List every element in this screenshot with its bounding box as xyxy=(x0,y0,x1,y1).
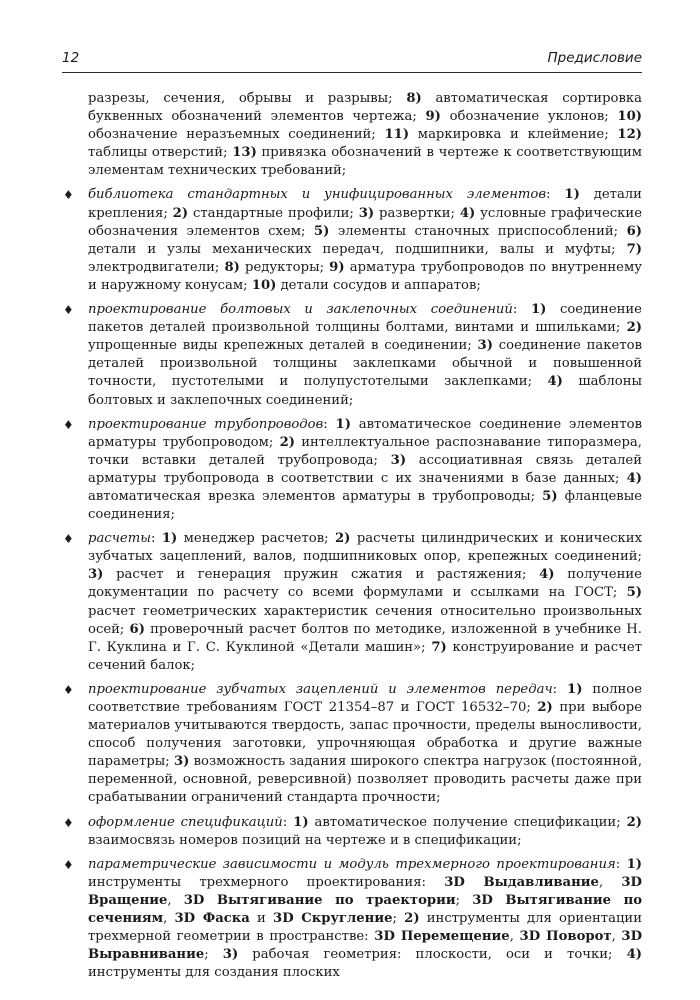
list-item xyxy=(62,530,642,675)
text-run: : xyxy=(150,531,162,547)
diamond-bullet-icon: ♦ xyxy=(63,188,74,203)
diamond-bullet-icon: ♦ xyxy=(63,682,74,697)
text-run: обозначение уклонов; xyxy=(440,109,618,125)
bold-run: 7) xyxy=(431,639,447,655)
bold-run: 2) xyxy=(279,434,295,450)
text-run: интеллектуальное распознавание типоразмера, точки вставки деталей трубопровода; xyxy=(88,434,642,468)
text-run: арматура трубопроводов по внутреннему и наружному конусам; xyxy=(88,259,642,293)
item-heading: библиотека стандартных и унифицированных элементов xyxy=(88,187,547,203)
bold-run: 9) xyxy=(425,109,441,125)
bold-run: 1) xyxy=(335,416,351,432)
item-heading: оформление спецификаций xyxy=(88,814,283,830)
text-run: , xyxy=(598,874,622,890)
text-run: проверочный расчет болтов по методике, изложенной в учебнике Н. Г. Куклина и Г. С. Куклиной «Детали машин»; xyxy=(88,621,642,655)
bold-run: 12) xyxy=(617,127,642,143)
item-heading: проектирование зубчатых зацеплений и элементов передач xyxy=(88,681,553,697)
text-run: : xyxy=(615,856,627,872)
text-run: развертки; xyxy=(374,205,460,221)
text-run: автоматическая врезка элементов арматуры в трубопроводы; xyxy=(88,488,543,504)
diamond-bullet-icon: ♦ xyxy=(63,857,74,872)
bold-run: 6) xyxy=(129,621,145,637)
text-run: автоматическое получение спецификации; xyxy=(308,814,627,830)
text-run: автоматическая сортировка буквенных обозначений элементов чертежа; xyxy=(88,91,642,125)
bold-run: 9) xyxy=(329,259,345,275)
bold-run: 3) xyxy=(390,452,407,468)
bold-run: 1) xyxy=(293,814,309,830)
bold-run: 3) xyxy=(88,567,104,583)
feature-list xyxy=(62,186,642,982)
text-run: разрезы, сечения, обрывы и разрывы; xyxy=(88,91,407,106)
text-run: при выборе материалов учитываются твердость, запас прочности, пределы выносливости, способ получения заготовки, упрочняющая обработка и другие важные параметры; xyxy=(88,700,643,770)
text-run: элементы станочных приспособлений; xyxy=(329,223,627,239)
bold-run: 3D Вытягивание по траектории xyxy=(183,892,456,908)
bold-run: 2) xyxy=(404,911,420,927)
text-run: упрощенные виды крепежных деталей в соединении; xyxy=(88,338,478,354)
text-run: : xyxy=(546,187,565,203)
text-run: инструменты для ориентации трехмерной геометрии в пространстве: xyxy=(88,911,643,945)
item-heading: проектирование трубопроводов xyxy=(88,416,324,432)
bold-run: 2) xyxy=(537,700,553,715)
text-run: расчет и генерация пружин сжатия и растяжения; xyxy=(103,567,540,583)
text-run: , xyxy=(167,892,184,908)
diamond-bullet-icon: ♦ xyxy=(63,303,74,318)
list-item xyxy=(62,681,642,808)
diamond-bullet-icon: ♦ xyxy=(63,417,74,432)
bold-run: 1) xyxy=(567,681,583,697)
bold-run: 2) xyxy=(335,531,351,547)
text-run: маркировка и клеймение; xyxy=(409,127,618,143)
list-item xyxy=(62,301,642,410)
bold-run: 13) xyxy=(232,145,257,161)
bold-run: 4) xyxy=(539,567,555,583)
bold-run: 6) xyxy=(626,223,642,239)
bold-run: 4) xyxy=(547,374,563,390)
bold-run: 5) xyxy=(626,585,642,601)
bold-run: 4) xyxy=(626,470,642,486)
text-run: расчет геометрических характеристик сечения относительно произвольных осей; xyxy=(88,603,642,637)
page-body xyxy=(62,90,642,988)
text-run: ассоциативная связь деталей арматуры трубопровода в соответствии с их значениями в базе данных; xyxy=(88,452,642,486)
text-run: условные графические обозначения элементов схем; xyxy=(88,205,643,239)
text-run: автоматическое соединение элементов арматуры трубопроводом; xyxy=(88,416,643,450)
continued-paragraph xyxy=(88,90,642,180)
text-run: , xyxy=(163,911,175,927)
list-item xyxy=(62,416,642,525)
text-run: стандартные профили; xyxy=(188,205,359,221)
bold-run: 5) xyxy=(313,223,330,239)
bold-run: 11) xyxy=(384,127,410,143)
bold-run: 3D Поворот xyxy=(519,929,612,945)
bold-run: 3) xyxy=(358,205,375,221)
text-run: : xyxy=(552,681,568,697)
bold-run: 5) xyxy=(542,488,558,504)
bold-run: 1) xyxy=(564,187,580,203)
bold-run: 3) xyxy=(222,947,239,963)
bold-run: 4) xyxy=(626,947,642,963)
bold-run: 1) xyxy=(626,856,642,872)
text-run: детали и узлы механических передач, подшипники, валы и муфты; xyxy=(88,241,627,257)
text-run: : xyxy=(323,416,336,432)
text-run: расчеты цилиндрических и конических зубчатых зацеплений, валов, подшипниковых опор, крепежных соединений; xyxy=(88,531,643,565)
text-run: , xyxy=(611,929,622,945)
bold-run: 3) xyxy=(173,754,190,770)
diamond-bullet-icon: ♦ xyxy=(63,815,74,830)
text-run: таблицы отверстий; xyxy=(88,145,233,161)
bold-run: 3D Фаска xyxy=(174,911,250,927)
bold-run: 3D Вытягивание по сечениям xyxy=(88,892,643,927)
bold-run: 3D Скругление xyxy=(273,911,393,927)
text-run: инструменты трехмерного проектирования: xyxy=(88,874,445,890)
list-item xyxy=(62,856,642,983)
text-run: обозначение неразъемных соединений; xyxy=(88,127,385,143)
text-run: и xyxy=(249,911,274,927)
bold-run: 7) xyxy=(626,241,642,257)
text-run: соединение пакетов деталей произвольной толщины заклепками обычной и повышенной точности, пустотелыми и полупустотелыми заклепками; xyxy=(88,338,643,390)
bold-run: 1) xyxy=(530,302,547,318)
bold-run: 2) xyxy=(172,205,189,221)
diamond-bullet-icon: ♦ xyxy=(63,532,74,547)
text-run: ; xyxy=(455,892,473,908)
text-run: редукторы; xyxy=(239,259,330,275)
text-run: шаблоны болтовых и заклепочных соединений; xyxy=(88,374,642,408)
text-run: детали сосудов и аппаратов; xyxy=(276,277,481,293)
section-title: Предисловие xyxy=(547,50,642,66)
bold-run: 8) xyxy=(224,259,240,275)
text-run: получение документации по расчету со всеми формулами и ссылками на ГОСТ; xyxy=(88,567,642,601)
text-run: рабочая геометрия: плоскости, оси и точки; xyxy=(238,947,627,963)
text-run: фланцевые соединения; xyxy=(88,488,642,523)
text-run: детали крепления; xyxy=(88,187,642,221)
item-heading: проектирование болтовых и заклепочных соединений xyxy=(88,302,513,318)
text-run: инструменты для создания плоских xyxy=(88,965,340,981)
bold-run: 8) xyxy=(406,91,422,106)
list-item xyxy=(62,186,642,295)
text-run: возможность задания широкого спектра нагрузок (постоянной, переменной, основной, реверсивной) позволяет проводить расчеты даже при срабатывании ограничений стандарта прочности; xyxy=(88,754,643,806)
text-run: ; xyxy=(392,911,405,927)
text-run: конструирование и расчет сечений балок; xyxy=(88,639,643,673)
item-heading: параметрические зависимости и модуль трехмерного проектирования xyxy=(88,856,616,872)
text-run: : xyxy=(282,814,294,830)
text-run: электродвигатели; xyxy=(88,259,225,275)
bold-run: 3D Перемещение xyxy=(374,929,510,945)
bold-run: 1) xyxy=(161,531,178,547)
bold-run: 3D Вращение xyxy=(88,874,642,908)
bold-run: 4) xyxy=(459,205,476,221)
bold-run: 3) xyxy=(477,338,493,354)
bold-run: 2) xyxy=(626,320,642,336)
text-run: привязка обозначений в чертеже к соответствующим элементам технических требований; xyxy=(88,145,642,179)
text-run: : xyxy=(512,302,531,318)
text-run: , xyxy=(509,929,520,945)
text-run: соединение пакетов деталей произвольной толщины болтами, винтами и шпильками; xyxy=(88,302,642,336)
item-heading: расчеты xyxy=(88,531,151,547)
bold-run: 3D Выравнивание xyxy=(88,929,643,963)
text-run: ; xyxy=(204,947,223,963)
bold-run: 10) xyxy=(251,277,277,293)
bold-run: 2) xyxy=(626,814,642,830)
bold-run: 3D Выдавливание xyxy=(444,874,599,890)
text-run: полное соответствие требованиям ГОСТ 21354–87 и ГОСТ 16532–70; xyxy=(88,681,643,715)
running-header xyxy=(62,50,642,73)
text-run: взаимосвязь номеров позиций на чертеже и в спецификации; xyxy=(88,832,522,848)
text-run: менеджер расчетов; xyxy=(177,531,335,547)
page-number: 12 xyxy=(62,50,80,66)
list-item xyxy=(62,814,642,850)
bold-run: 10) xyxy=(617,109,643,125)
